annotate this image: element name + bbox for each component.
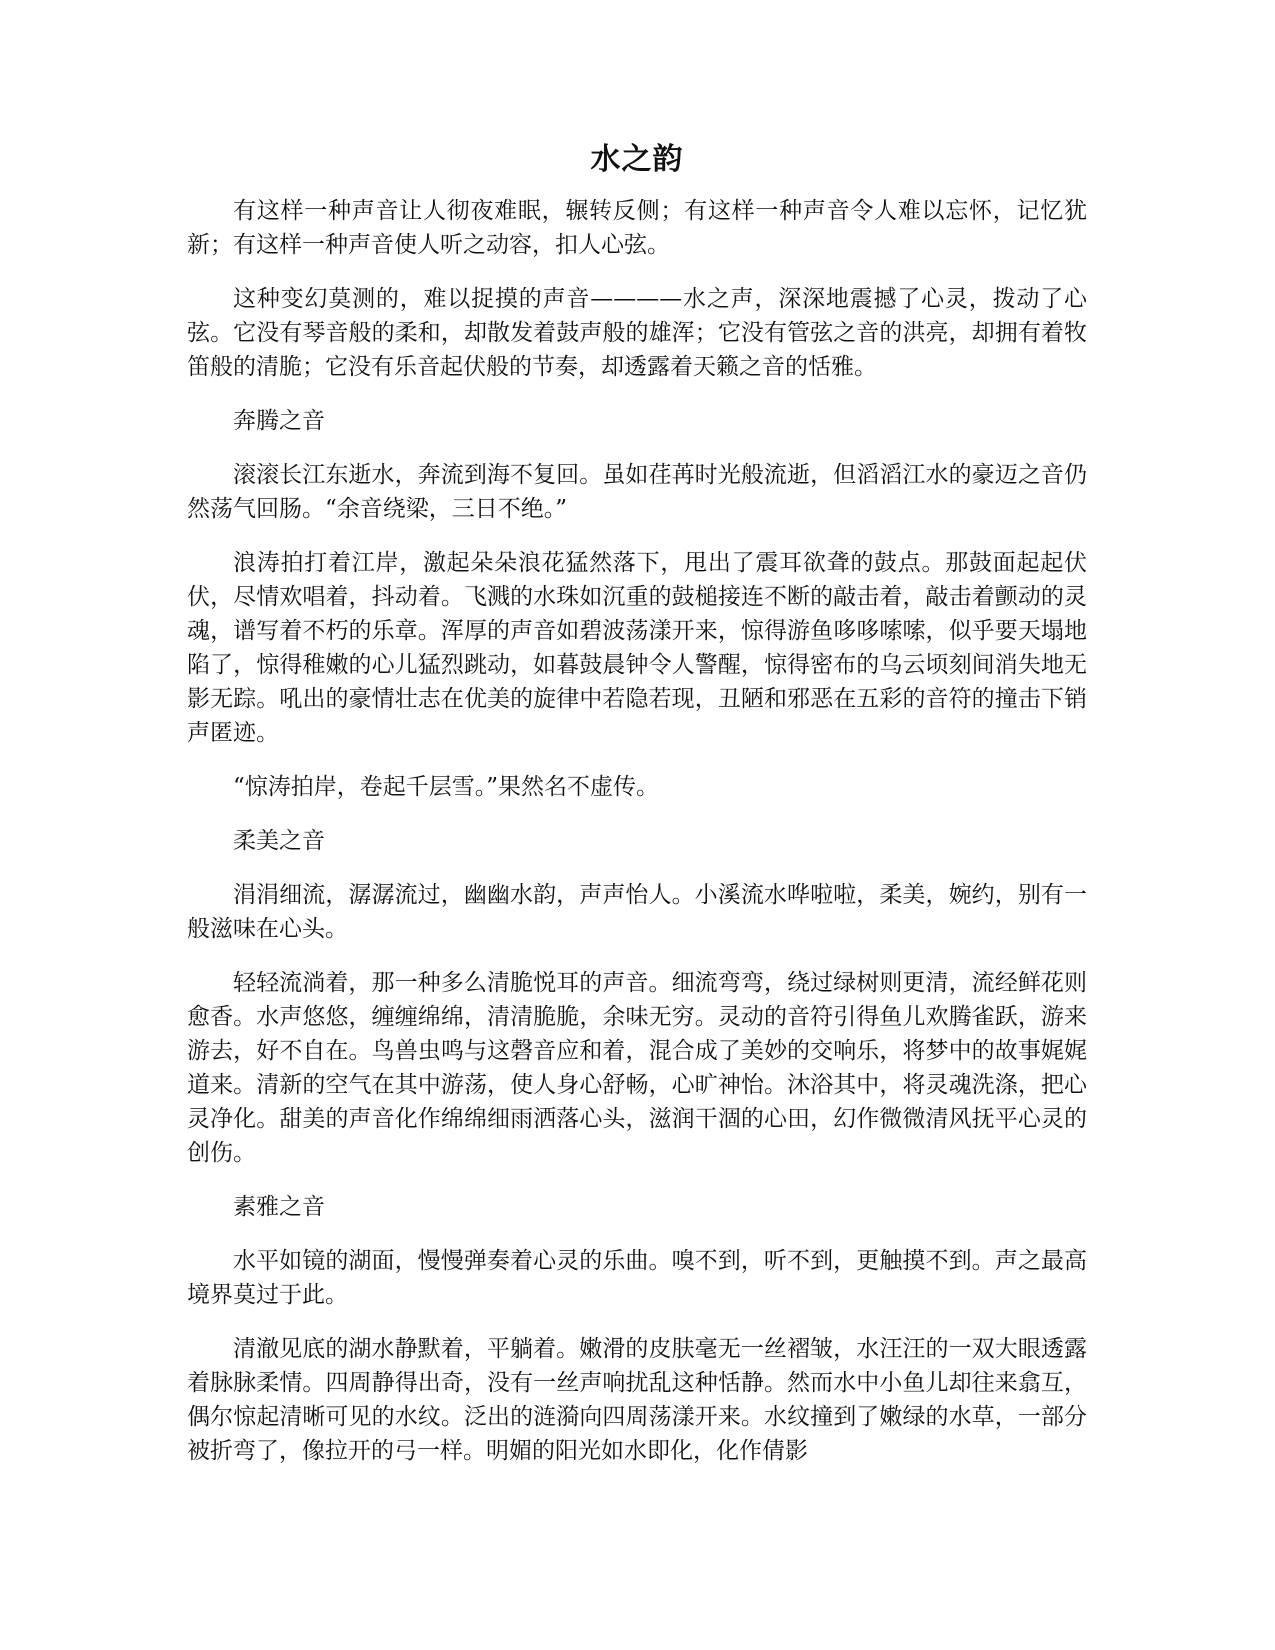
paragraph: 这种变幻莫测的，难以捉摸的声音————水之声，深深地震撼了心灵，拨动了心弦。它没有琴音般的柔和，却散发着鼓声般的雄浑；它没有管弦之音的洪亮，却拥有着牧笛般的清脆；它没有乐音起伏般的节奏，却透露着天籁之音的恬雅。	[187, 286, 1087, 380]
section-heading: 素雅之音	[233, 1194, 325, 1220]
section-heading: 柔美之音	[233, 828, 325, 854]
paragraph: 轻轻流淌着，那一种多么清脆悦耳的声音。细流弯弯，绕过绿树则更清，流经鲜花则愈香。水声悠悠，缠缠绵绵，清清脆脆，余味无穷。灵动的音符引得鱼儿欢腾雀跃，游来游去，好不自在。鸟兽虫鸣与这磬音应和着，混合成了美妙的交响乐，将梦中的故事娓娓道来。清新的空气在其中游荡，使人身心舒畅，心旷神怡。沐浴其中，将灵魂洗涤，把心灵净化。甜美的声音化作绵绵细雨洒落心头，滋润干涸的心田，幻作微微清风抚平心灵的创伤。	[187, 970, 1087, 1166]
paragraph: “惊涛拍岸，卷起千层雪。”果然名不虚传。	[233, 774, 660, 800]
document-page	[187, 140, 1087, 1488]
paragraph: 涓涓细流，潺潺流过，幽幽水韵，声声怡人。小溪流水哗啦啦，柔美，婉约，别有一般滋味在心头。	[187, 882, 1087, 942]
paragraph: 水平如镜的湖面，慢慢弹奏着心灵的乐曲。嗅不到，听不到，更触摸不到。声之最高境界莫过于此。	[187, 1248, 1087, 1308]
document-title: 水之韵	[590, 142, 684, 177]
paragraph: 浪涛拍打着江岸，激起朵朵浪花猛然落下，甩出了震耳欲聋的鼓点。那鼓面起起伏伏，尽情欢唱着，抖动着。飞溅的水珠如沉重的鼓槌接连不断的敲击着，敲击着颤动的灵魂，谱写着不朽的乐章。浑厚的声音如碧波荡漾开来，惊得游鱼哆哆嗦嗦，似乎要天塌地陷了，惊得稚嫩的心儿猛烈跳动，如暮鼓晨钟令人警醒，惊得密布的乌云顷刻间消失地无影无踪。吼出的豪情壮志在优美的旋律中若隐若现，丑陋和邪恶在五彩的音符的撞击下销声匿迹。	[187, 550, 1087, 746]
paragraph: 滚滚长江东逝水，奔流到海不复回。虽如荏苒时光般流逝，但滔滔江水的豪迈之音仍然荡气回肠。“余音绕梁，三日不绝。”	[187, 462, 1087, 522]
paragraph: 清澈见底的湖水静默着，平躺着。嫩滑的皮肤毫无一丝褶皱，水汪汪的一双大眼透露着脉脉柔情。四周静得出奇，没有一丝声响扰乱这种恬静。然而水中小鱼儿却往来翕互，偶尔惊起清晰可见的水纹。泛出的涟漪向四周荡漾开来。水纹撞到了嫩绿的水草，一部分被折弯了，像拉开的弓一样。明媚的阳光如水即化，化作倩影	[187, 1336, 1087, 1464]
section-heading: 奔腾之音	[233, 408, 325, 434]
paragraph: 有这样一种声音让人彻夜难眠，辗转反侧；有这样一种声音令人难以忘怀，记忆犹新；有这样一种声音使人听之动容，扣人心弦。	[187, 198, 1087, 258]
